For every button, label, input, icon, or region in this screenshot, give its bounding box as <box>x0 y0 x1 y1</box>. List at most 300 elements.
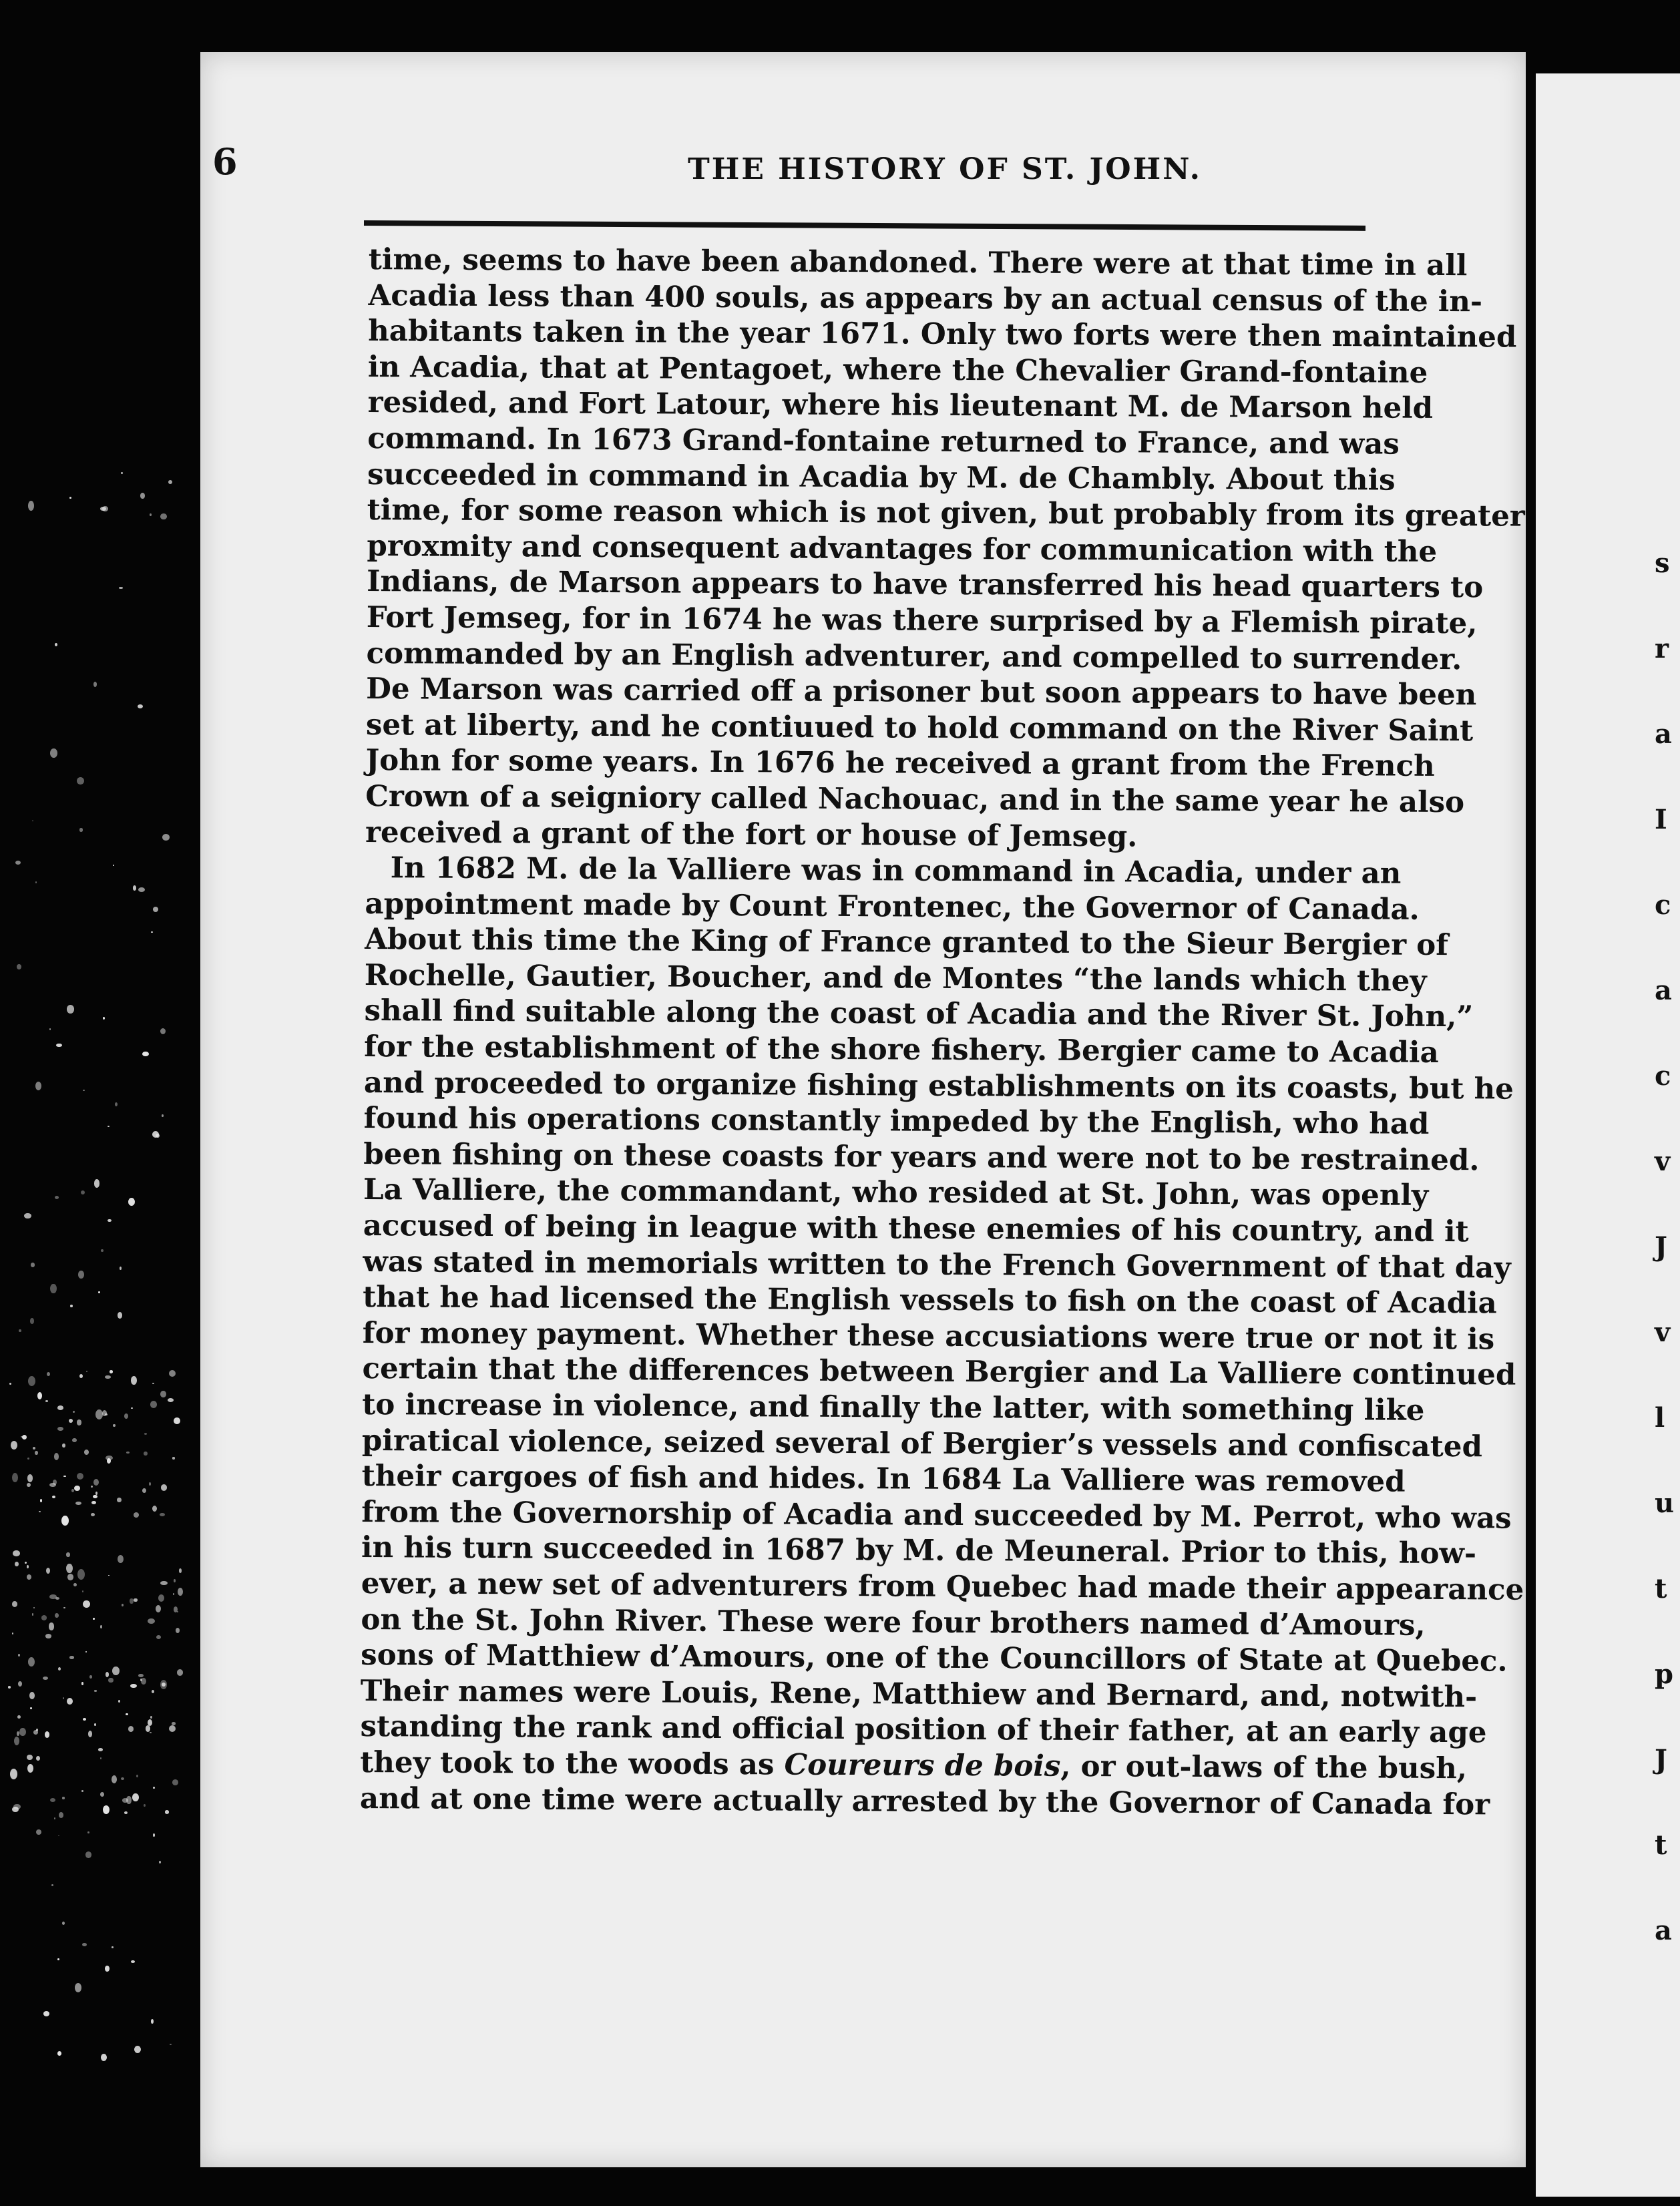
noise-speck <box>132 1793 140 1801</box>
noise-speck <box>17 1731 19 1736</box>
noise-speck <box>85 1651 87 1652</box>
noise-speck <box>71 1489 74 1492</box>
noise-speck <box>138 1674 143 1677</box>
noise-speck <box>170 2044 172 2045</box>
noise-speck <box>40 1499 42 1502</box>
noise-speck <box>98 1291 101 1293</box>
noise-speck <box>43 1677 48 1680</box>
noise-speck <box>22 1435 27 1440</box>
noise-speck <box>152 1506 157 1512</box>
fragment-letter: v <box>1655 1317 1671 1348</box>
text-line: habitants taken in the year 1671. Only two forts were then maintained <box>368 314 1517 355</box>
noise-speck <box>179 1568 182 1573</box>
noise-speck <box>174 1606 178 1612</box>
noise-speck <box>29 1692 35 1699</box>
fragment-letter: J <box>1655 1231 1667 1263</box>
noise-speck <box>39 1511 41 1512</box>
noise-speck <box>54 1453 59 1460</box>
noise-speck <box>178 1588 183 1596</box>
noise-speck <box>117 1498 121 1502</box>
noise-speck <box>93 682 97 687</box>
noise-speck <box>13 1804 21 1809</box>
noise-speck <box>160 1391 166 1397</box>
noise-speck <box>162 834 170 841</box>
text-line: in his turn succeeded in 1687 by M. de Meuneral. Prior to this, how- <box>361 1530 1477 1571</box>
noise-speck <box>70 1305 72 1307</box>
noise-speck <box>18 1681 22 1687</box>
noise-speck <box>54 1817 55 1819</box>
noise-speck <box>108 1575 110 1576</box>
noise-speck <box>168 480 173 485</box>
noise-speck <box>158 1594 164 1602</box>
fragment-letter: I <box>1655 804 1667 835</box>
noise-speck <box>93 1495 97 1499</box>
noise-speck <box>108 1126 110 1127</box>
noise-speck <box>50 748 57 758</box>
noise-speck <box>49 1483 56 1488</box>
noise-speck <box>27 1565 29 1568</box>
noise-speck <box>130 1598 134 1604</box>
noise-speck <box>27 1474 33 1482</box>
noise-speck <box>85 1851 91 1857</box>
noise-speck <box>27 1755 33 1761</box>
text-line: certain that the differences between Bergier and La Valliere continued <box>362 1351 1516 1393</box>
noise-speck <box>160 1028 166 1034</box>
noise-speck <box>62 1797 65 1799</box>
noise-speck <box>148 1618 155 1624</box>
noise-speck <box>101 2054 107 2061</box>
noise-speck <box>150 513 152 516</box>
noise-speck <box>32 1613 33 1615</box>
noise-speck <box>72 1438 76 1442</box>
noise-speck <box>131 1960 135 1963</box>
text-line: standing the rank and official position of their father, at an early age <box>360 1709 1487 1750</box>
noise-speck <box>17 964 21 970</box>
fragment-letter: p <box>1655 1659 1673 1690</box>
noise-speck <box>100 1792 104 1797</box>
noise-speck <box>17 1715 21 1719</box>
noise-speck <box>162 1114 164 1117</box>
noise-speck <box>45 1731 50 1738</box>
text-line: Fort Jemseg, for in 1674 he was there surprised by a Flemish pirate, <box>366 600 1478 641</box>
noise-speck <box>58 1835 59 1836</box>
fragment-letter: a <box>1655 718 1672 750</box>
text-line: Acadia less than 400 souls, as appears by an actual census of the in- <box>368 278 1483 318</box>
noise-speck <box>118 1312 122 1318</box>
noise-speck <box>156 1605 161 1612</box>
noise-speck <box>24 1213 31 1219</box>
text-line: In 1682 M. de la Valliere was in command in Acadia, under an <box>390 851 1402 891</box>
fragment-letter: c <box>1655 1060 1671 1092</box>
noise-speck <box>118 1555 124 1563</box>
noise-speck <box>118 1700 120 1703</box>
noise-speck <box>30 1318 33 1323</box>
text-line: that he had licensed the English vessels to fish on the coast of Acadia <box>363 1280 1497 1321</box>
noise-speck <box>115 1102 118 1106</box>
noise-speck <box>79 828 83 831</box>
noise-speck <box>169 1725 176 1732</box>
noise-speck <box>28 1657 35 1667</box>
fragment-letter: r <box>1655 633 1669 664</box>
text-line: La Valliere, the commandant, who resided at St. John, was openly <box>363 1172 1429 1213</box>
text-line: John for some years. In 1676 he received a grant from the French <box>365 743 1435 784</box>
noise-speck <box>150 1401 158 1408</box>
noise-speck <box>100 1625 102 1628</box>
noise-speck <box>86 1371 87 1372</box>
noise-speck <box>77 1419 82 1425</box>
noise-speck <box>32 821 33 822</box>
noise-speck <box>41 1615 47 1620</box>
noise-speck <box>130 1684 137 1689</box>
noise-speck <box>122 1604 124 1606</box>
noise-speck <box>121 472 123 474</box>
text-line: and at one time were actually arrested by the Governor of Canada for <box>359 1781 1490 1821</box>
noise-speck <box>84 1450 89 1455</box>
text-line: succeeded in command in Acadia by M. de Chambly. About this <box>367 457 1396 497</box>
noise-speck <box>144 1804 146 1807</box>
fragment-letter: s <box>1655 547 1670 579</box>
text-line: to increase in violence, and finally the latter, with something like <box>362 1387 1425 1427</box>
noise-speck <box>33 1607 35 1608</box>
noise-speck <box>14 1737 19 1745</box>
noise-speck <box>150 1732 151 1733</box>
noise-speck <box>69 1656 73 1659</box>
noise-speck <box>57 1958 59 1961</box>
noise-speck <box>62 1922 65 1925</box>
noise-speck <box>36 1756 40 1761</box>
noise-speck <box>35 1451 37 1456</box>
noise-speck <box>30 1707 32 1709</box>
noise-speck <box>15 861 21 865</box>
noise-speck <box>27 1458 29 1460</box>
noise-speck <box>66 1552 69 1556</box>
text-line: found his operations constantly impeded by the English, who had <box>363 1101 1430 1142</box>
noise-speck <box>63 1476 65 1477</box>
text-line: De Marson was carried off a prisoner but soon appears to have been <box>366 672 1477 712</box>
noise-speck <box>49 1594 56 1599</box>
text-line: commanded by an English adventurer, and compelled to surrender. <box>366 636 1462 676</box>
noise-speck <box>8 1686 11 1689</box>
noise-speck <box>52 1496 55 1499</box>
noise-speck <box>36 1829 41 1835</box>
noise-speck <box>153 1787 155 1789</box>
noise-speck <box>160 1680 168 1689</box>
noise-speck <box>110 1370 114 1373</box>
noise-speck <box>108 1678 113 1683</box>
text-line: their cargoes of fish and hides. In 1684 La Valliere was removed <box>361 1459 1406 1499</box>
noise-speck <box>121 1777 124 1780</box>
noise-speck <box>63 1697 64 1699</box>
text-line: they took to the woods as Coureurs de bois, or out-laws of the bush, <box>360 1745 1468 1786</box>
noise-speck <box>95 1409 103 1419</box>
noise-speck <box>91 1513 95 1516</box>
noise-speck <box>12 1632 14 1635</box>
noise-speck <box>94 1179 100 1188</box>
text-line: sons of Matthiew d’Amours, one of the Councillors of State at Quebec. <box>361 1638 1508 1679</box>
noise-speck <box>126 1452 130 1454</box>
noise-speck <box>105 1966 109 1972</box>
fragment-letter: J <box>1655 1744 1667 1775</box>
noise-speck <box>93 1618 95 1620</box>
noise-speck <box>67 1698 73 1705</box>
noise-speck <box>50 1798 55 1802</box>
noise-speck <box>131 1407 133 1409</box>
noise-speck <box>11 1441 17 1450</box>
noise-speck <box>138 704 143 708</box>
noise-speck <box>131 1376 137 1384</box>
noise-speck <box>172 1722 176 1725</box>
noise-speck <box>12 1473 18 1482</box>
noise-speck <box>45 1400 47 1402</box>
running-head: THE HISTORY OF ST. JOHN. <box>688 152 1202 186</box>
noise-speck <box>61 1516 69 1526</box>
noise-speck <box>106 1672 109 1677</box>
noise-speck <box>83 1090 85 1091</box>
noise-speck <box>133 885 136 890</box>
body-text <box>359 242 1525 1821</box>
fragment-letter: c <box>1655 889 1671 921</box>
noise-speck <box>140 493 144 499</box>
noise-speck <box>27 1574 31 1580</box>
text-line: command. In 1673 Grand-fontaine returned to France, and was <box>367 421 1400 461</box>
noise-speck <box>112 1946 114 1948</box>
text-line: appointment made by Count Frontenec, the Governor of Canada. <box>365 886 1420 927</box>
text-line: and proceeded to organize fishing establishments on its coasts, but he <box>363 1065 1514 1106</box>
noise-speck <box>81 1682 83 1685</box>
text-line: in Acadia, that at Pentagoet, where the Chevalier Grand-fontaine <box>367 349 1428 390</box>
text-line: received a grant of the fort or house of Jemseg. <box>365 815 1138 853</box>
noise-speck <box>69 497 71 499</box>
noise-speck <box>36 1729 38 1731</box>
noise-speck <box>50 1284 56 1294</box>
text-line: proxmity and consequent advantages for communication with the <box>367 528 1438 569</box>
noise-speck <box>28 501 35 511</box>
noise-speck <box>142 1488 146 1494</box>
noise-speck <box>173 1593 174 1595</box>
noise-speck <box>172 1457 174 1459</box>
noise-speck <box>119 587 123 590</box>
noise-speck <box>83 1718 86 1721</box>
noise-speck <box>160 513 166 519</box>
text-line: time, for some reason which is not given, but probably from its greater <box>367 493 1525 533</box>
noise-speck <box>165 1810 169 1813</box>
text-line: Their names were Louis, Rene, Matthiew and Bernard, and, notwith- <box>360 1673 1478 1715</box>
noise-speck <box>177 1669 183 1676</box>
noise-speck <box>55 1196 59 1199</box>
noise-speck <box>75 1983 81 1992</box>
noise-speck <box>57 2051 61 2056</box>
noise-speck <box>81 1790 83 1793</box>
noise-speck <box>108 1219 112 1222</box>
noise-speck <box>43 2011 49 2016</box>
noise-speck <box>9 1383 11 1385</box>
text-line: for money payment. Whether these accusiations were true or not it is <box>362 1315 1495 1357</box>
noise-speck <box>151 2019 154 2024</box>
noise-speck <box>113 865 114 866</box>
noise-speck <box>134 1512 139 1518</box>
noise-speck <box>124 1811 127 1814</box>
noise-speck <box>100 1757 102 1760</box>
fragment-letter: v <box>1655 1146 1671 1177</box>
text-line: Rochelle, Gautier, Boucher, and de Montes “the lands which they <box>364 957 1427 998</box>
noise-speck <box>57 1405 63 1410</box>
noise-speck <box>10 1769 17 1779</box>
noise-speck <box>28 1376 35 1386</box>
noise-speck <box>46 1568 50 1574</box>
noise-speck <box>27 1483 31 1488</box>
fragment-letter: a <box>1655 975 1672 1006</box>
noise-speck <box>31 1263 35 1267</box>
text-line: on the St. John River. These were four brothers named d’Amours, <box>361 1602 1426 1642</box>
noise-speck <box>101 1249 104 1252</box>
noise-speck <box>153 1833 156 1837</box>
noise-speck <box>149 1482 151 1486</box>
noise-speck <box>25 1562 27 1564</box>
noise-speck <box>168 1398 174 1402</box>
noise-speck <box>87 1831 89 1833</box>
noise-speck <box>103 1017 105 1020</box>
noise-speck <box>120 1267 122 1270</box>
fragment-letter: t <box>1655 1829 1667 1861</box>
noise-speck <box>126 1713 128 1715</box>
text-line: ever, a new set of adventurers from Quebec had made their appearance <box>361 1566 1524 1607</box>
noise-speck <box>134 2046 141 2053</box>
noise-speck <box>112 1775 117 1783</box>
noise-speck <box>152 1690 154 1693</box>
noise-speck <box>151 931 153 933</box>
noise-speck <box>138 887 145 892</box>
fragment-letter: a <box>1655 1915 1672 1946</box>
noise-speck <box>176 1628 180 1632</box>
noise-speck <box>152 1383 154 1385</box>
text-line: Crown of a seigniory called Nachouac, and in the same year he also <box>365 779 1465 820</box>
noise-speck <box>55 643 57 646</box>
noise-speck <box>21 1436 23 1438</box>
noise-speck <box>128 1198 135 1206</box>
noise-speck <box>35 881 37 883</box>
fragment-letter: t <box>1655 1573 1667 1604</box>
italic-phrase: Coureurs de bois <box>784 1747 1061 1783</box>
noise-speck <box>112 1667 120 1676</box>
noise-speck <box>150 1716 152 1719</box>
noise-speck <box>98 1748 103 1751</box>
noise-speck <box>153 907 158 912</box>
noise-speck <box>172 1779 178 1785</box>
noise-speck <box>105 1375 110 1379</box>
noise-speck <box>95 1492 97 1495</box>
noise-speck <box>18 1654 20 1657</box>
noise-speck <box>15 1562 19 1567</box>
noise-speck <box>74 1486 80 1491</box>
noise-speck <box>49 1622 55 1630</box>
noise-speck <box>58 1667 61 1671</box>
noise-speck <box>159 1861 161 1863</box>
text-line: set at liberty, and he contiuued to hold command on the River Saint <box>365 707 1474 748</box>
noise-speck <box>113 1424 116 1426</box>
noise-speck <box>128 1726 134 1732</box>
noise-speck <box>103 1805 110 1815</box>
noise-speck <box>169 1370 176 1377</box>
noise-speck <box>142 1052 148 1056</box>
text-line: time, seems to have been abandoned. There were at that time in all <box>368 242 1468 283</box>
noise-speck <box>146 1725 150 1731</box>
noise-speck <box>83 1600 90 1608</box>
noise-speck <box>77 1473 83 1480</box>
noise-speck <box>136 1775 138 1777</box>
noise-speck <box>33 1447 35 1450</box>
noise-speck <box>160 1581 168 1586</box>
fragment-letter: u <box>1655 1488 1675 1519</box>
noise-speck <box>35 1082 41 1090</box>
noise-speck <box>82 1943 87 1947</box>
noise-speck <box>19 1728 25 1736</box>
text-line: shall find suitable along the coast of Acadia and the River St. John,” <box>364 994 1474 1034</box>
noise-speck <box>91 1486 93 1488</box>
noise-speck <box>77 777 83 785</box>
noise-speck <box>66 1564 72 1573</box>
noise-speck <box>160 1513 165 1516</box>
noise-speck <box>57 1427 63 1431</box>
noise-speck <box>62 1444 65 1448</box>
noise-speck <box>81 1190 85 1194</box>
fragment-letter: l <box>1655 1402 1665 1433</box>
noise-speck <box>89 1675 92 1679</box>
text-line: accused of being in league with these enemies of his country, and it <box>363 1208 1469 1249</box>
noise-speck <box>55 1613 59 1618</box>
page-number: 6 <box>212 140 238 183</box>
text-line: Indians, de Marson appears to have transferred his head quarters to <box>367 564 1484 605</box>
noise-speck <box>51 1884 53 1886</box>
noise-speck <box>79 1374 83 1378</box>
noise-speck <box>106 1456 113 1460</box>
noise-speck <box>124 1413 128 1419</box>
noise-speck <box>161 1484 167 1491</box>
noise-speck <box>174 1417 180 1424</box>
noise-speck <box>73 1583 77 1586</box>
noise-speck <box>45 1634 51 1638</box>
noise-speck <box>88 1731 92 1737</box>
noise-speck <box>69 1419 73 1423</box>
text-line: been fishing on these coasts for years and were not to be restrained. <box>363 1136 1480 1178</box>
text-line: was stated in memorials written to the French Government of that day <box>363 1244 1511 1285</box>
noise-speck <box>12 1601 18 1607</box>
noise-speck <box>94 1723 96 1726</box>
text-line: for the establishment of the shore fishery. Bergier came to Acadia <box>364 1030 1439 1070</box>
noise-speck <box>78 1271 85 1279</box>
noise-speck <box>100 507 106 511</box>
noise-speck <box>156 1635 161 1639</box>
noise-speck <box>49 1028 51 1030</box>
noise-speck <box>91 1501 96 1504</box>
text-line: About this time the King of France granted to the Sieur Bergier of <box>365 922 1449 963</box>
noise-speck <box>13 1550 20 1556</box>
noise-speck <box>140 1679 142 1681</box>
noise-speck <box>77 1569 85 1580</box>
noise-speck <box>82 1590 83 1592</box>
adjacent-page-edge <box>1536 73 1680 2197</box>
noise-speck <box>93 1479 99 1486</box>
noise-speck <box>144 1452 147 1456</box>
noise-speck <box>27 1764 33 1773</box>
noise-speck <box>134 1598 137 1601</box>
noise-speck <box>144 1433 147 1435</box>
noise-speck <box>73 1411 75 1413</box>
noise-speck <box>67 1574 73 1580</box>
noise-speck <box>174 1579 176 1582</box>
noise-speck <box>63 1607 65 1608</box>
noise-speck <box>56 1044 61 1048</box>
text-line: resided, and Fort Latour, where his lieutenant M. de Marson held <box>367 385 1434 426</box>
